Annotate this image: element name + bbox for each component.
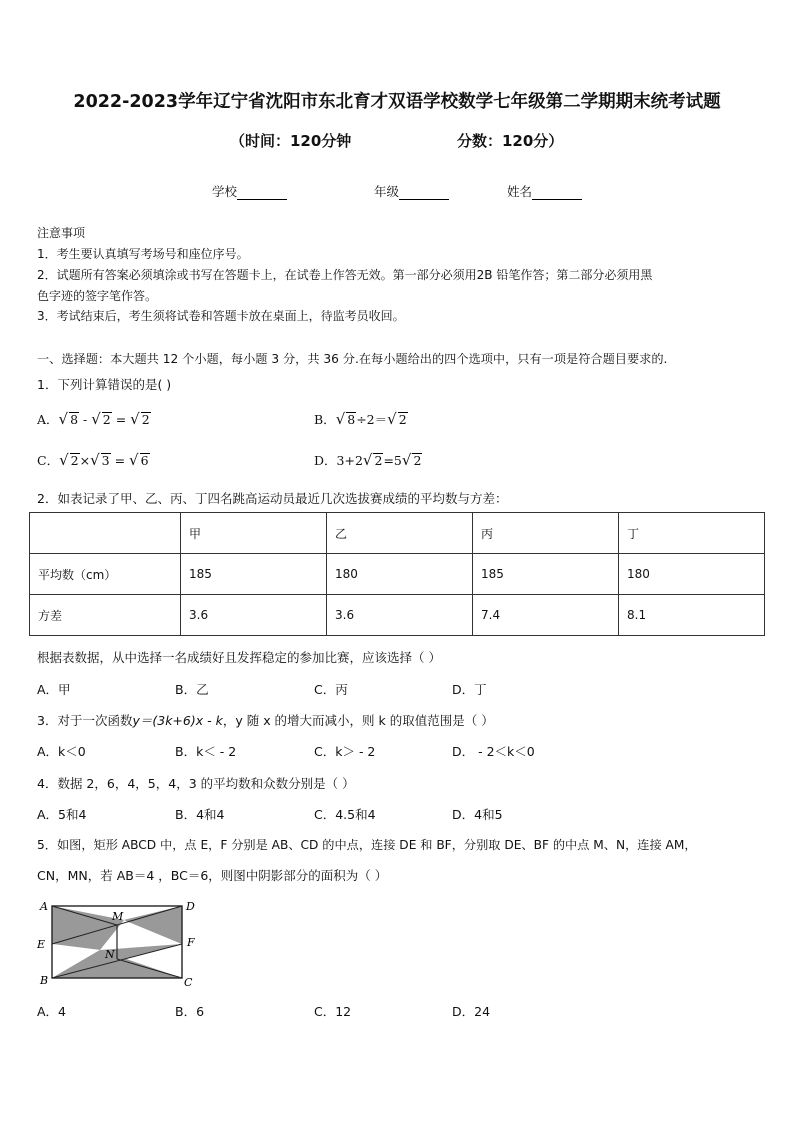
table-row	[30, 595, 765, 636]
grade-field: 年级	[374, 182, 449, 200]
q4-option-c: C．4.5和4	[314, 807, 376, 822]
note-item: 1．考生要认真填写考场号和座位序号。	[37, 247, 249, 261]
q3-option-c: C．k＞ - 2	[314, 744, 376, 759]
table-cell: 180	[327, 554, 473, 595]
table-cell: 185	[473, 554, 619, 595]
table-cell: 乙	[327, 513, 473, 554]
q2-stem: 2．如表记录了甲、乙、丙、丁四名跳高运动员最近几次选拔赛成绩的平均数与方差：	[37, 491, 508, 506]
q3-stem: 3．对于一次函数y＝(3k+6)x - k，y 随 x 的增大而减小，则 k 的取值范围是（ ）	[37, 713, 494, 728]
table-row	[30, 554, 765, 595]
table-cell: 180	[619, 554, 765, 595]
label-c: C	[184, 976, 193, 988]
label-b: B	[40, 974, 49, 987]
rectangle-figure	[32, 896, 202, 988]
q1-option-d: D．3+2√ 2=5√ 2	[314, 451, 422, 469]
table-cell: 方差	[30, 595, 181, 636]
q3-option-b: B．k＜ - 2	[175, 744, 237, 759]
exam-title: 2022-2023学年辽宁省沈阳市东北育才双语学校数学七年级第二学期期末统考试题	[73, 92, 721, 112]
name-field: 姓名	[507, 182, 582, 200]
table-cell: 185	[181, 554, 327, 595]
table-row	[30, 513, 765, 554]
q5-option-c: C．12	[314, 1004, 352, 1019]
q5-option-d: D．24	[452, 1004, 491, 1019]
table-cell: 丁	[619, 513, 765, 554]
q4-stem: 4．数据 2，6，4，5，4，3 的平均数和众数分别是（ ）	[37, 776, 355, 791]
table-cell: 丙	[473, 513, 619, 554]
q1-stem: 1．下列计算错误的是( )	[37, 377, 172, 392]
q5-stem-line1: 5．如图，矩形 ABCD 中，点 E，F 分别是 AB、CD 的中点，连接 DE 和 BF，分别取 DE、BF 的中点 M、N，连接 AM，	[37, 838, 697, 852]
note-item: 2．试题所有答案必须填涂或书写在答题卡上，在试卷上作答无效。第一部分必须用2B 铅笔作答；第二部分必须用黑	[37, 268, 653, 282]
total-score: 分数：120分）	[457, 132, 564, 150]
school-field: 学校	[212, 182, 287, 200]
table-cell: 3.6	[327, 595, 473, 636]
label-n: N	[105, 948, 115, 961]
table-cell: 甲	[181, 513, 327, 554]
q3-option-d: D． - 2＜k＜0	[452, 744, 535, 759]
q2-option-b: B．乙	[175, 682, 209, 697]
q5-option-a: A．4	[37, 1004, 67, 1019]
q1-option-c: C．√ 2×√ 3 = √ 6	[37, 451, 149, 469]
label-a: A	[40, 900, 48, 913]
q4-option-a: A．5和4	[37, 807, 87, 822]
table-cell: 3.6	[181, 595, 327, 636]
q2-option-a: A．甲	[37, 682, 71, 697]
q5-option-b: B．6	[175, 1004, 205, 1019]
label-m: M	[112, 910, 124, 923]
q2-option-c: C．丙	[314, 682, 348, 697]
label-e: E	[37, 938, 46, 951]
q4-option-b: B．4和4	[175, 807, 225, 822]
q1-option-a: A．√ 8 - √ 2 = √ 2	[37, 410, 150, 428]
q1-option-b: B．√ 8÷2＝√ 2	[314, 410, 407, 428]
label-d: D	[186, 900, 195, 913]
time-limit: （时间：120分钟	[230, 132, 352, 150]
q2-option-d: D．丁	[452, 682, 487, 697]
label-f: F	[187, 936, 195, 949]
q4-option-d: D．4和5	[452, 807, 503, 822]
table-cell	[30, 513, 181, 554]
notes-heading: 注意事项	[37, 226, 86, 240]
table-cell: 7.4	[473, 595, 619, 636]
scores-table	[29, 512, 765, 636]
table-cell: 平均数（cm）	[30, 554, 181, 595]
note-item: 3．考试结束后，考生须将试卷和答题卡放在桌面上，待监考员收回。	[37, 309, 405, 323]
section-heading: 一、选择题：本大题共 12 个小题，每小题 3 分，共 36 分.在每小题给出的四个选项中，只有一项是符合题目要求的.	[37, 352, 668, 366]
q3-option-a: A．k＜0	[37, 744, 86, 759]
table-cell: 8.1	[619, 595, 765, 636]
note-item: 色字迹的签字笔作答。	[37, 289, 158, 303]
q2-followup: 根据表数据，从中选择一名成绩好且发挥稳定的参加比赛，应该选择（ ）	[37, 650, 441, 665]
q5-stem-line2: CN，MN，若 AB＝4 ，BC＝6，则图中阴影部分的面积为（ ）	[37, 868, 388, 883]
